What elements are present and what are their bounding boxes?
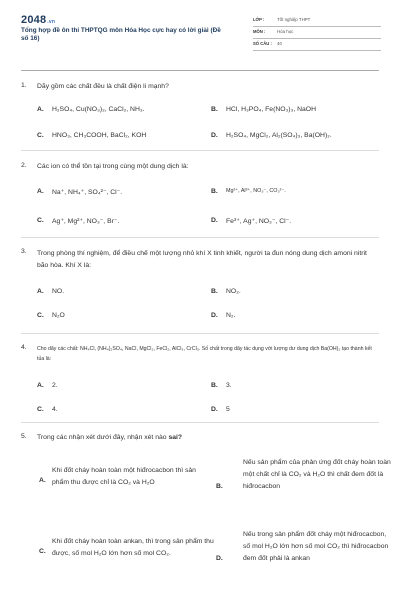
option-label: B.	[211, 382, 218, 389]
option-text: 5	[226, 406, 230, 413]
meta-value: 40	[277, 41, 282, 46]
question-2	[21, 162, 381, 232]
question-divider	[21, 150, 379, 151]
option-text: Khi đốt cháy hoàn toàn một hiđrocacbon thì sản phẩm thu được chỉ là CO₂ và H₂O	[52, 467, 196, 486]
question-text	[37, 433, 377, 443]
option-label: C.	[37, 406, 44, 413]
meta-row-subject	[253, 27, 381, 39]
option-text: Na⁺, NH₄⁺, SO₄²⁻, Cl⁻.	[52, 189, 123, 196]
meta-label: SỐ CÂU :	[253, 41, 272, 46]
option-label: B.	[211, 188, 218, 195]
option-text: HCl, H₃PO₄, Fe(NO₃)₃, NaOH	[226, 106, 317, 113]
option-text: H₂SO₄, Cu(NO₃)₂, CaCl₂, NH₃.	[52, 106, 145, 113]
meta-value: Tốt nghiệp THPT	[277, 17, 311, 22]
option-label: C.	[37, 132, 44, 139]
question-text: Dãy gồm các chất đều là chất điện li mạnh?	[37, 83, 169, 90]
question-text: Trong phòng thí nghiệm, để điều chế một lượng nhỏ khí X tinh khiết, người ta đun nóng dung dịch amoni nitrit bão hòa. Khí X là:	[37, 250, 367, 269]
logo-suffix: .vn	[47, 19, 56, 25]
option-text: N₂.	[226, 312, 236, 319]
question-divider	[21, 237, 379, 238]
question-text: Cho dãy các chất: NH₄Cl, (NH₄)₂SO₄, NaCl, MgCl₂, FeCl₂, AlCl₃, CrCl₃. Số chất trong dãy tác dụng với lượng dư dung dịch Ba(OH)₂ tạo thành kết tủa là:	[37, 346, 372, 362]
question-text: Các ion có thể tồn tại trong cùng một dung dịch là:	[37, 163, 189, 170]
question-3	[21, 248, 381, 328]
option-label: C.	[37, 217, 44, 224]
option-text: Mg²⁺, Al³⁺, NO₃⁻, CO₃²⁻.	[226, 188, 286, 194]
meta-value: Hóa học	[277, 29, 294, 34]
site-logo[interactable]	[21, 14, 55, 26]
option-text: HNO₃, CH₃COOH, BaCl₂, KOH	[52, 132, 147, 139]
option-text: Ag⁺, Mg²⁺, NO₃⁻, Br⁻.	[52, 218, 120, 225]
option-label: A.	[37, 288, 44, 295]
meta-label: MÔN :	[253, 29, 266, 34]
question-1	[21, 82, 381, 139]
question-divider	[21, 333, 379, 334]
option-text: Nếu trong sản phẩm đốt cháy một hiđrocacbon, số mol H₂O lớn hơn số mol CO₂ thì hiđrocacbon đem đốt phải là ankan	[243, 531, 389, 562]
option-label: B.	[211, 288, 218, 295]
option-label: A.	[37, 188, 44, 195]
option-text: N₂O	[52, 312, 65, 319]
option-text: 4.	[52, 406, 58, 413]
logo-text: 2048	[21, 14, 47, 26]
option-text: NO.	[52, 288, 65, 295]
option-text: H₂SO₄, MgCl₂, Al₂(SO₄)₃, Ba(OH)₂.	[226, 132, 332, 139]
meta-row-count	[253, 39, 381, 51]
option-label: B.	[216, 483, 223, 490]
meta-label: LỚP :	[253, 17, 265, 22]
option-label: C.	[37, 312, 44, 319]
question-number: 4.	[21, 344, 27, 351]
option-text: 2.	[52, 382, 58, 389]
question-4	[21, 344, 381, 416]
option-label: B.	[211, 106, 218, 113]
meta-row-class	[253, 15, 381, 27]
option-text: NO₂.	[226, 288, 241, 295]
question-number: 3.	[21, 248, 27, 255]
question-number: 5.	[21, 433, 27, 440]
option-text: Khi đốt cháy hoàn toàn ankan, thì trong sản phẩm thu được, số mol H₂O lớn hơn số mol CO₂.	[52, 538, 214, 557]
document-title: Tổng hợp đề ôn thi THPTQG môn Hóa Học cực hay có lời giải (Đề số 16)	[21, 27, 221, 43]
option-label: D.	[211, 312, 218, 319]
header	[21, 14, 381, 66]
question-number: 1.	[21, 82, 27, 89]
question-5	[21, 433, 391, 593]
option-label: D.	[211, 132, 218, 139]
option-text: Nếu sản phẩm của phản ứng đốt cháy hoàn toàn một chất chỉ là CO₂ và H₂O thì chất đem đốt là hiđrocacbon	[243, 459, 391, 490]
document-meta	[253, 15, 381, 51]
option-label: C.	[39, 548, 46, 555]
question-number: 2.	[21, 162, 27, 169]
option-label: A.	[37, 106, 44, 113]
option-label: A.	[39, 477, 46, 484]
question-text-prefix: Trong các nhận xét dưới đây, nhận xét nào	[37, 434, 167, 441]
option-label: A.	[37, 382, 44, 389]
header-divider	[21, 70, 379, 71]
option-label: D.	[211, 406, 218, 413]
option-text: Fe³⁺, Ag⁺, NO₃⁻, Cl⁻.	[226, 218, 292, 225]
option-text: 3.	[226, 382, 232, 389]
option-label: D.	[216, 555, 223, 562]
option-label: D.	[211, 217, 218, 224]
question-divider	[21, 422, 379, 423]
question-text-emphasis: sai?	[168, 434, 183, 441]
